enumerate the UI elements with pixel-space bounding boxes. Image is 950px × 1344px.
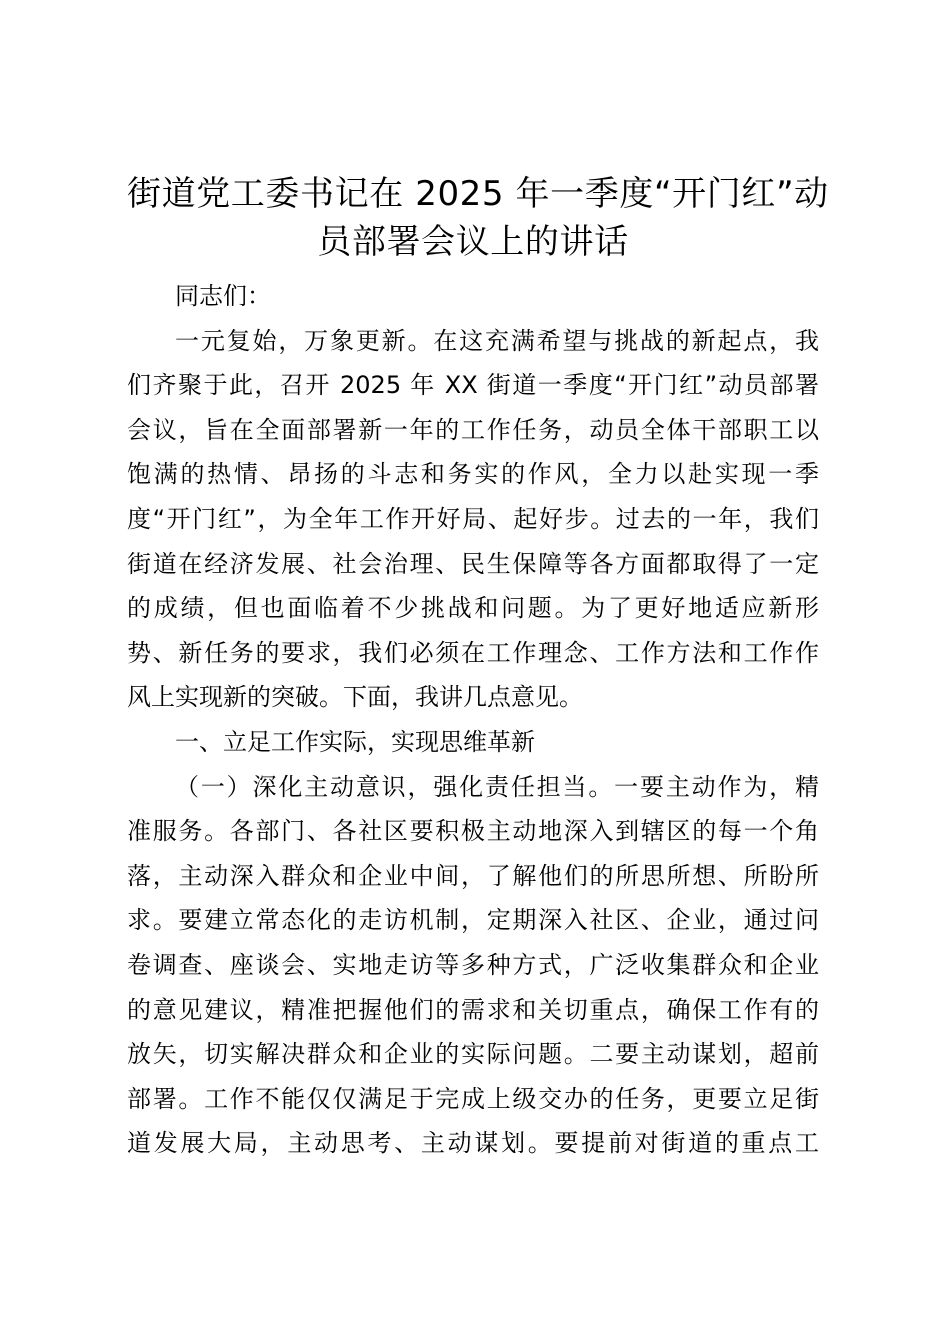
text-line: 的成绩，但也面临着不少挑战和问题。为了更好地适应新形 <box>127 594 819 623</box>
text-line: 准服务。各部门、各社区要积极主动地深入到辖区的每一个角 <box>127 817 819 846</box>
text-line: 部署。工作不能仅仅满足于完成上级交办的任务，更要立足街 <box>127 1084 819 1113</box>
text-line: 们齐聚于此，召开 2025 年 XX 街道一季度“开门红”动员部署 <box>127 371 819 400</box>
text-line: 风上实现新的突破。下面，我讲几点意见。 <box>127 683 583 712</box>
paragraph-section1 <box>127 765 819 1166</box>
text-line: 放矢，切实解决群众和企业的实际问题。二要主动谋划，超前 <box>127 1040 819 1069</box>
text-line: 的意见建议，精准把握他们的需求和关切重点，确保工作有的 <box>127 995 819 1024</box>
document-title <box>127 170 829 266</box>
text-line: 势、新任务的要求，我们必须在工作理念、工作方法和工作作 <box>127 638 819 667</box>
text-line: （一）深化主动意识，强化责任担当。一要主动作为，精 <box>175 772 819 801</box>
paragraph-intro <box>127 319 819 720</box>
salutation: 同志们： <box>175 282 271 310</box>
title-line: 员部署会议上的讲话 <box>317 222 629 262</box>
text-line: 道发展大局，主动思考、主动谋划。要提前对街道的重点工 <box>127 1129 819 1158</box>
text-line: 街道在经济发展、社会治理、民生保障等各方面都取得了一定 <box>127 549 819 578</box>
text-line: 求。要建立常态化的走访机制，定期深入社区、企业，通过问 <box>127 906 819 935</box>
text-line: 度“开门红”，为全年工作开好局、起好步。过去的一年，我们 <box>127 504 819 533</box>
text-line: 卷调查、座谈会、实地走访等多种方式，广泛收集群众和企业 <box>127 950 819 979</box>
text-line: 落，主动深入群众和企业中间，了解他们的所思所想、所盼所 <box>127 861 819 890</box>
text-line: 会议，旨在全面部署新一年的工作任务，动员全体干部职工以 <box>127 415 819 444</box>
title-line: 街道党工委书记在 2025 年一季度“开门红”动 <box>127 174 829 214</box>
document-page <box>127 170 829 1166</box>
section-heading: 一、立足工作实际，实现思维革新 <box>175 727 535 756</box>
text-line: 饱满的热情、昂扬的斗志和务实的作风，全力以赴实现一季 <box>127 460 819 489</box>
text-line: 一元复始，万象更新。在这充满希望与挑战的新起点，我 <box>175 326 819 355</box>
